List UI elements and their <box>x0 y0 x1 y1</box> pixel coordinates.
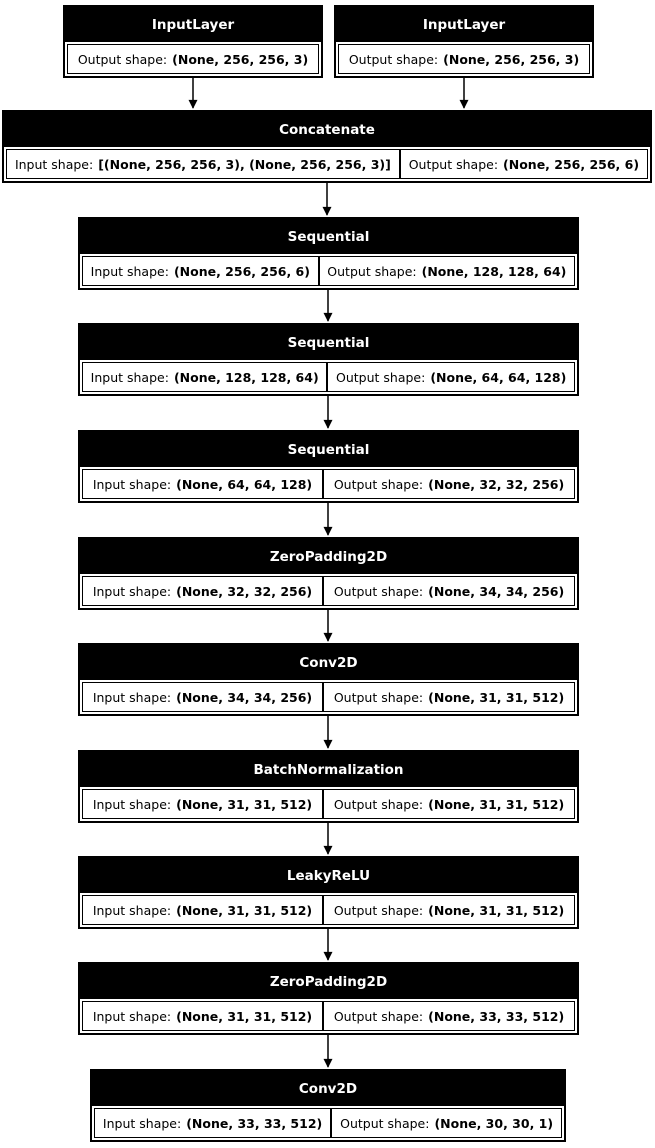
shape-label: Output shape: <box>348 51 439 67</box>
output-shape-cell <box>331 1108 562 1138</box>
input-shape-cell <box>82 1001 323 1031</box>
shape-label: Output shape: <box>333 583 424 599</box>
shape-value: (None, 32, 32, 256) <box>428 476 565 492</box>
shape-label: Input shape: <box>92 476 172 492</box>
node-sequential-1 <box>78 217 579 290</box>
shape-value: (None, 64, 64, 128) <box>176 476 313 492</box>
layer-type-label: Concatenate <box>4 112 650 147</box>
output-shape-cell <box>323 895 575 925</box>
node-sequential-2 <box>78 323 579 396</box>
input-shape-cell <box>82 682 323 712</box>
input-shape-cell <box>82 469 323 499</box>
shape-value: (None, 33, 33, 512) <box>186 1115 323 1131</box>
shape-value: (None, 30, 30, 1) <box>434 1115 554 1131</box>
shape-value: (None, 256, 256, 6) <box>173 263 310 279</box>
layer-type-label: Sequential <box>80 219 577 254</box>
input-shape-cell <box>82 256 319 286</box>
shape-label: Output shape: <box>77 51 168 67</box>
shape-value: (None, 128, 128, 64) <box>173 369 319 385</box>
shape-value: (None, 31, 31, 512) <box>428 796 565 812</box>
node-conv2d-2 <box>90 1069 566 1142</box>
shape-label: Input shape: <box>14 156 94 172</box>
shape-label: Input shape: <box>92 689 172 705</box>
layer-type-label: ZeroPadding2D <box>80 964 577 999</box>
node-inputlayer-2 <box>334 5 594 78</box>
output-shape-cell <box>319 256 575 286</box>
node-batchnormalization <box>78 750 579 823</box>
layer-type-label: Conv2D <box>80 645 577 680</box>
shape-label: Input shape: <box>92 902 172 918</box>
shape-value: (None, 256, 256, 3) <box>443 51 580 67</box>
output-shape-cell <box>323 469 575 499</box>
shape-label: Input shape: <box>92 796 172 812</box>
shape-value: [(None, 256, 256, 3), (None, 256, 256, 3)] <box>98 156 391 172</box>
shape-value: (None, 32, 32, 256) <box>176 583 313 599</box>
node-sequential-3 <box>78 430 579 503</box>
shape-label: Output shape: <box>335 369 426 385</box>
output-shape-cell <box>400 149 648 179</box>
layer-type-label: InputLayer <box>65 7 321 42</box>
layer-type-label: Sequential <box>80 325 577 360</box>
layer-type-label: ZeroPadding2D <box>80 539 577 574</box>
input-shape-cell <box>82 789 323 819</box>
layer-type-label: InputLayer <box>336 7 592 42</box>
output-shape-cell <box>323 682 575 712</box>
shape-label: Output shape: <box>333 1008 424 1024</box>
shape-label: Input shape: <box>92 583 172 599</box>
shape-value: (None, 31, 31, 512) <box>176 796 313 812</box>
output-shape-cell <box>67 44 319 74</box>
shape-value: (None, 33, 33, 512) <box>428 1008 565 1024</box>
shape-label: Input shape: <box>92 1008 172 1024</box>
input-shape-cell <box>82 576 323 606</box>
shape-label: Output shape: <box>333 796 424 812</box>
input-shape-cell <box>6 149 400 179</box>
input-shape-cell <box>82 362 327 392</box>
node-leakyrelu <box>78 856 579 929</box>
node-zeropadding2d-2 <box>78 962 579 1035</box>
shape-value: (None, 128, 128, 64) <box>421 263 567 279</box>
output-shape-cell <box>323 1001 575 1031</box>
shape-label: Input shape: <box>90 263 169 279</box>
shape-value: (None, 31, 31, 512) <box>176 902 313 918</box>
shape-value: (None, 256, 256, 3) <box>172 51 309 67</box>
shape-value: (None, 31, 31, 512) <box>428 689 565 705</box>
output-shape-cell <box>323 576 575 606</box>
output-shape-cell <box>338 44 590 74</box>
shape-label: Output shape: <box>333 902 424 918</box>
shape-label: Output shape: <box>333 476 424 492</box>
shape-value: (None, 34, 34, 256) <box>428 583 565 599</box>
node-zeropadding2d-1 <box>78 537 579 610</box>
shape-label: Output shape: <box>340 1115 430 1131</box>
layer-type-label: LeakyReLU <box>80 858 577 893</box>
shape-label: Input shape: <box>90 369 169 385</box>
shape-label: Input shape: <box>102 1115 182 1131</box>
shape-value: (None, 31, 31, 512) <box>176 1008 313 1024</box>
node-concatenate <box>2 110 652 183</box>
input-shape-cell <box>82 895 323 925</box>
node-inputlayer-1 <box>63 5 323 78</box>
output-shape-cell <box>327 362 575 392</box>
shape-value: (None, 64, 64, 128) <box>430 369 567 385</box>
layer-type-label: BatchNormalization <box>80 752 577 787</box>
output-shape-cell <box>323 789 575 819</box>
shape-label: Output shape: <box>333 689 424 705</box>
shape-label: Output shape: <box>327 263 417 279</box>
shape-value: (None, 31, 31, 512) <box>428 902 565 918</box>
layer-type-label: Sequential <box>80 432 577 467</box>
shape-value: (None, 256, 256, 6) <box>503 156 640 172</box>
shape-value: (None, 34, 34, 256) <box>176 689 313 705</box>
shape-label: Output shape: <box>408 156 499 172</box>
input-shape-cell <box>94 1108 331 1138</box>
layer-type-label: Conv2D <box>92 1071 564 1106</box>
node-conv2d-1 <box>78 643 579 716</box>
